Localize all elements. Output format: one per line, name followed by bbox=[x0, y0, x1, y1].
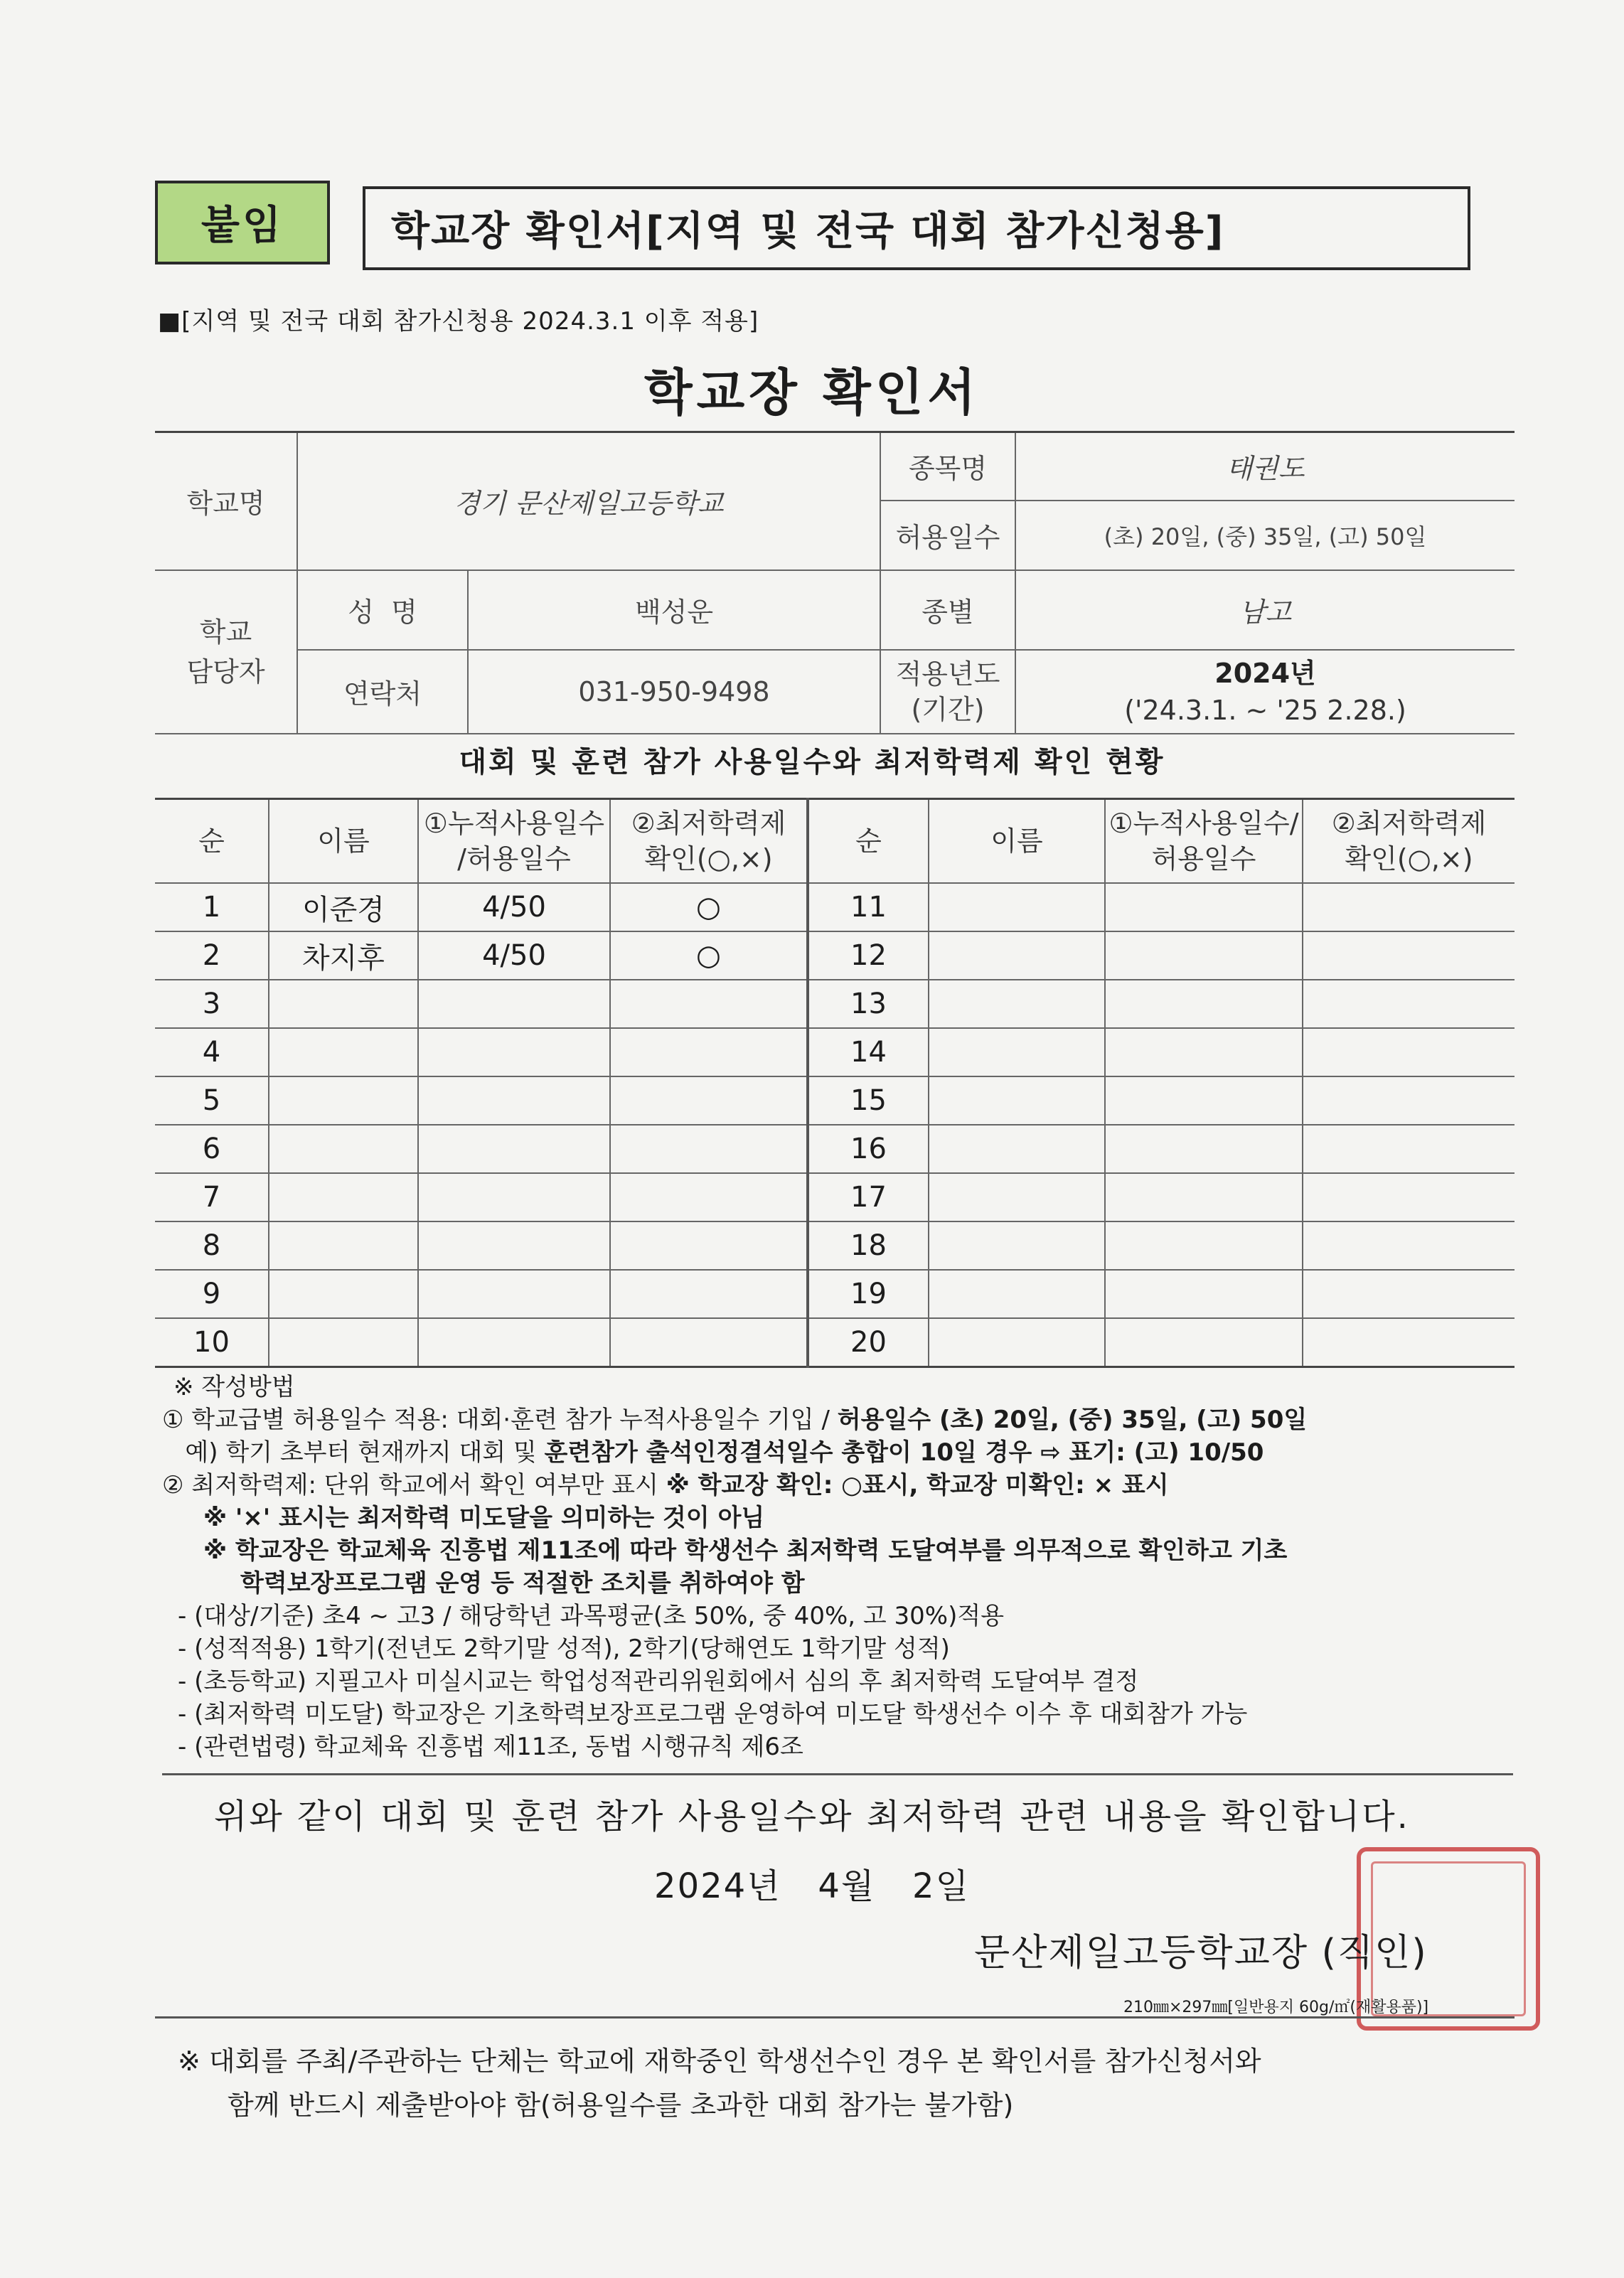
footer-note-line1: ※ 대회를 주최/주관하는 단체는 학교에 재학중인 학생선수인 경우 본 확인서를 참가신청서와 bbox=[178, 2046, 1261, 2077]
header-days bbox=[418, 799, 610, 884]
document-title: 학교장 확인서 bbox=[643, 363, 981, 422]
table-row bbox=[155, 1076, 1515, 1125]
allowed-days-label: 허용일수 bbox=[880, 501, 1015, 570]
row-check bbox=[610, 1125, 808, 1173]
row-no-right: 12 bbox=[808, 931, 929, 980]
header-days-right bbox=[1105, 799, 1303, 884]
school-value: 경기 문산제일고등학교 bbox=[297, 432, 880, 570]
row-check: ○ bbox=[610, 883, 808, 931]
row-check-right bbox=[1303, 1270, 1515, 1318]
note-line-11: - (관련법령) 학교체육 진흥법 제11조, 동법 시행규칙 제6조 bbox=[178, 1733, 803, 1761]
manager-label-line1: 학교 bbox=[199, 616, 252, 648]
row-no-right: 18 bbox=[808, 1221, 929, 1270]
note-line-4: ※ '×' 표시는 최저학력 미도달을 의미하는 것이 아님 bbox=[203, 1504, 765, 1532]
row-check bbox=[610, 1221, 808, 1270]
note-line-2b: 훈련참가 출석인정결석일수 총합이 10일 경우 ⇨ 표기: (고) 10/50 bbox=[544, 1438, 1264, 1467]
name-value: 백성운 bbox=[468, 570, 880, 650]
row-name bbox=[269, 1125, 418, 1173]
table-row bbox=[155, 1028, 1515, 1076]
header-days-line2: /허용일수 bbox=[457, 843, 571, 875]
row-check bbox=[610, 1076, 808, 1125]
row-days bbox=[418, 1221, 610, 1270]
row-name bbox=[269, 1318, 418, 1367]
row-name bbox=[269, 1076, 418, 1125]
row-name-right bbox=[929, 1270, 1105, 1318]
contact-value: 031-950-9498 bbox=[468, 650, 880, 734]
row-name-right bbox=[929, 1221, 1105, 1270]
name-label: 성 명 bbox=[297, 570, 468, 650]
row-name-right bbox=[929, 1173, 1105, 1221]
row-days-right bbox=[1105, 1221, 1303, 1270]
status-title: 대회 및 훈련 참가 사용일수와 최저학력제 확인 현황 bbox=[459, 746, 1165, 779]
principal-signature-line: 문산제일고등학교장 (직인) bbox=[974, 1932, 1428, 1974]
row-days-right bbox=[1105, 1028, 1303, 1076]
row-name bbox=[269, 1270, 418, 1318]
table-row bbox=[155, 1125, 1515, 1173]
apply-year-label bbox=[880, 650, 1015, 734]
row-name bbox=[269, 1028, 418, 1076]
row-no-right: 11 bbox=[808, 883, 929, 931]
row-days-right bbox=[1105, 1318, 1303, 1367]
header-days-line1: ①누적사용일수 bbox=[423, 808, 605, 839]
note-line-3 bbox=[162, 1469, 1513, 1502]
note-line-5: ※ 학교장은 학교체육 진흥법 제11조에 따라 학생선수 최저학력 도달여부를 의무적으로 확인하고 기초 bbox=[203, 1536, 1288, 1565]
row-name-right bbox=[929, 1318, 1105, 1367]
row-name-right bbox=[929, 931, 1105, 980]
apply-year-label-line1: 적용년도 bbox=[895, 658, 1000, 690]
row-days-right bbox=[1105, 883, 1303, 931]
row-name-right bbox=[929, 1125, 1105, 1173]
apply-year-value: 2024년 bbox=[1214, 657, 1316, 689]
manager-label-line2: 담당자 bbox=[186, 656, 265, 688]
table-row bbox=[155, 1318, 1515, 1367]
header-min-line1: ②최저학력제 bbox=[631, 808, 786, 839]
row-check-right bbox=[1303, 931, 1515, 980]
confirmation-statement: 위와 같이 대회 및 훈련 참가 사용일수와 최저학력 관련 내용을 확인합니다. bbox=[214, 1797, 1410, 1836]
notes-heading: ※ 작성방법 bbox=[173, 1373, 295, 1401]
row-check bbox=[610, 1173, 808, 1221]
row-days: 4/50 bbox=[418, 883, 610, 931]
header-name-right: 이름 bbox=[929, 799, 1105, 884]
row-days bbox=[418, 1076, 610, 1125]
row-no-right: 20 bbox=[808, 1318, 929, 1367]
row-days bbox=[418, 1270, 610, 1318]
row-days bbox=[418, 980, 610, 1028]
row-no-right: 14 bbox=[808, 1028, 929, 1076]
row-days-right bbox=[1105, 1173, 1303, 1221]
confirmation-date: 2024년 4월 2일 bbox=[654, 1866, 970, 1906]
attachment-badge: 붙임 bbox=[155, 181, 330, 264]
row-no: 3 bbox=[155, 980, 269, 1028]
header-days-right-line2: 허용일수 bbox=[1151, 843, 1256, 875]
note-line-1 bbox=[162, 1403, 1513, 1436]
row-no: 10 bbox=[155, 1318, 269, 1367]
table-row bbox=[155, 1221, 1515, 1270]
table-row bbox=[155, 883, 1515, 931]
apply-year-label-line2: (기간) bbox=[911, 693, 985, 725]
row-check-right bbox=[1303, 1125, 1515, 1173]
form-note: ■[지역 및 전국 대회 참가신청용 2024.3.1 이후 적용] bbox=[158, 307, 759, 336]
row-days-right bbox=[1105, 1125, 1303, 1173]
footer-note bbox=[178, 2039, 1515, 2127]
row-check-right bbox=[1303, 980, 1515, 1028]
note-line-1b: 허용일수 (초) 20일, (중) 35일, (고) 50일 bbox=[837, 1406, 1308, 1434]
row-name bbox=[269, 980, 418, 1028]
header-name: 이름 bbox=[269, 799, 418, 884]
header-title: 학교장 확인서[지역 및 전국 대회 참가신청용] bbox=[363, 186, 1470, 270]
header-min-right-line2: 확인(○,×) bbox=[1345, 843, 1473, 875]
note-line-2a: 예) 학기 초부터 현재까지 대회 및 bbox=[162, 1438, 545, 1467]
row-name-right bbox=[929, 1028, 1105, 1076]
info-table bbox=[155, 431, 1515, 734]
table-row bbox=[155, 1270, 1515, 1318]
notes-divider bbox=[162, 1773, 1513, 1775]
header-min-right-line1: ②최저학력제 bbox=[1331, 808, 1487, 839]
row-name: 차지후 bbox=[269, 931, 418, 980]
note-line-8: - (성적적용) 1학기(전년도 2학기말 성적), 2학기(당해연도 1학기말 성적) bbox=[178, 1635, 950, 1663]
row-days-right bbox=[1105, 980, 1303, 1028]
footer-divider bbox=[155, 2016, 1515, 2018]
row-check-right bbox=[1303, 1076, 1515, 1125]
sport-label: 종목명 bbox=[880, 432, 1015, 501]
paper-spec: 210㎜×297㎜[일반용지 60g/㎡(재활용품)] bbox=[1123, 1999, 1429, 2016]
table-row bbox=[155, 1173, 1515, 1221]
row-name bbox=[269, 1221, 418, 1270]
row-days-right bbox=[1105, 931, 1303, 980]
row-days bbox=[418, 1318, 610, 1367]
header-days-right-line1: ①누적사용일수/ bbox=[1109, 808, 1299, 839]
row-days bbox=[418, 1125, 610, 1173]
row-check-right bbox=[1303, 1028, 1515, 1076]
row-no-right: 17 bbox=[808, 1173, 929, 1221]
manager-label bbox=[155, 570, 297, 734]
table-row bbox=[155, 931, 1515, 980]
apply-period-value: ('24.3.1. ~ '25 2.28.) bbox=[1124, 694, 1406, 726]
header-no-right: 순 bbox=[808, 799, 929, 884]
note-line-10: - (최저학력 미도달) 학교장은 기초학력보장프로그램 운영하여 미도달 학생선수 이수 후 대회참가 가능 bbox=[178, 1700, 1248, 1728]
row-no: 6 bbox=[155, 1125, 269, 1173]
row-check bbox=[610, 1028, 808, 1076]
row-no: 4 bbox=[155, 1028, 269, 1076]
gender-value: 남고 bbox=[1015, 570, 1515, 650]
row-check bbox=[610, 1270, 808, 1318]
row-check: ○ bbox=[610, 931, 808, 980]
apply-year-cell bbox=[1015, 650, 1515, 734]
row-check bbox=[610, 980, 808, 1028]
footer-note-line2: 함께 반드시 제출받아야 함(허용일수를 초과한 대회 참가는 불가함) bbox=[228, 2090, 1014, 2121]
row-check-right bbox=[1303, 1221, 1515, 1270]
row-days-right bbox=[1105, 1076, 1303, 1125]
row-check bbox=[610, 1318, 808, 1367]
note-line-3a: ② 최저학력제: 단위 학교에서 확인 여부만 표시 bbox=[162, 1471, 666, 1499]
row-name-right bbox=[929, 883, 1105, 931]
gender-label: 종별 bbox=[880, 570, 1015, 650]
row-no: 7 bbox=[155, 1173, 269, 1221]
row-name-right bbox=[929, 1076, 1105, 1125]
row-check-right bbox=[1303, 883, 1515, 931]
row-no: 9 bbox=[155, 1270, 269, 1318]
row-no-right: 16 bbox=[808, 1125, 929, 1173]
row-days-right bbox=[1105, 1270, 1303, 1318]
note-line-7: - (대상/기준) 초4 ~ 고3 / 해당학년 과목평균(초 50%, 중 40%, 고 30%)적용 bbox=[178, 1602, 1005, 1630]
row-no: 2 bbox=[155, 931, 269, 980]
header-min bbox=[610, 799, 808, 884]
note-line-1a: ① 학교급별 허용일수 적용: 대회·훈련 참가 누적사용일수 기입 / bbox=[162, 1406, 838, 1434]
school-label: 학교명 bbox=[155, 432, 297, 570]
row-days bbox=[418, 1028, 610, 1076]
note-line-9: - (초등학교) 지필고사 미실시교는 학업성적관리위원회에서 심의 후 최저학력 도달여부 결정 bbox=[178, 1667, 1139, 1696]
sport-value: 태권도 bbox=[1015, 432, 1515, 501]
row-no-right: 15 bbox=[808, 1076, 929, 1125]
row-name bbox=[269, 1173, 418, 1221]
table-row bbox=[155, 980, 1515, 1028]
note-line-2 bbox=[162, 1436, 1513, 1469]
note-line-3b: ※ 학교장 확인: ○표시, 학교장 미확인: × 표시 bbox=[666, 1471, 1169, 1499]
row-no: 8 bbox=[155, 1221, 269, 1270]
writing-instructions bbox=[162, 1371, 1513, 1763]
note-line-6: 학력보장프로그램 운영 등 적절한 조치를 취하여야 함 bbox=[240, 1569, 805, 1598]
row-check-right bbox=[1303, 1318, 1515, 1367]
header-no: 순 bbox=[155, 799, 269, 884]
header-min-right bbox=[1303, 799, 1515, 884]
header-min-line2: 확인(○,×) bbox=[644, 843, 773, 875]
allowed-days-value: (초) 20일, (중) 35일, (고) 50일 bbox=[1015, 501, 1515, 570]
contact-label: 연락처 bbox=[297, 650, 468, 734]
row-no-right: 19 bbox=[808, 1270, 929, 1318]
row-no-right: 13 bbox=[808, 980, 929, 1028]
row-no: 5 bbox=[155, 1076, 269, 1125]
row-check-right bbox=[1303, 1173, 1515, 1221]
row-no: 1 bbox=[155, 883, 269, 931]
status-table bbox=[155, 798, 1515, 1368]
row-name: 이준경 bbox=[269, 883, 418, 931]
row-name-right bbox=[929, 980, 1105, 1028]
row-days bbox=[418, 1173, 610, 1221]
row-days: 4/50 bbox=[418, 931, 610, 980]
